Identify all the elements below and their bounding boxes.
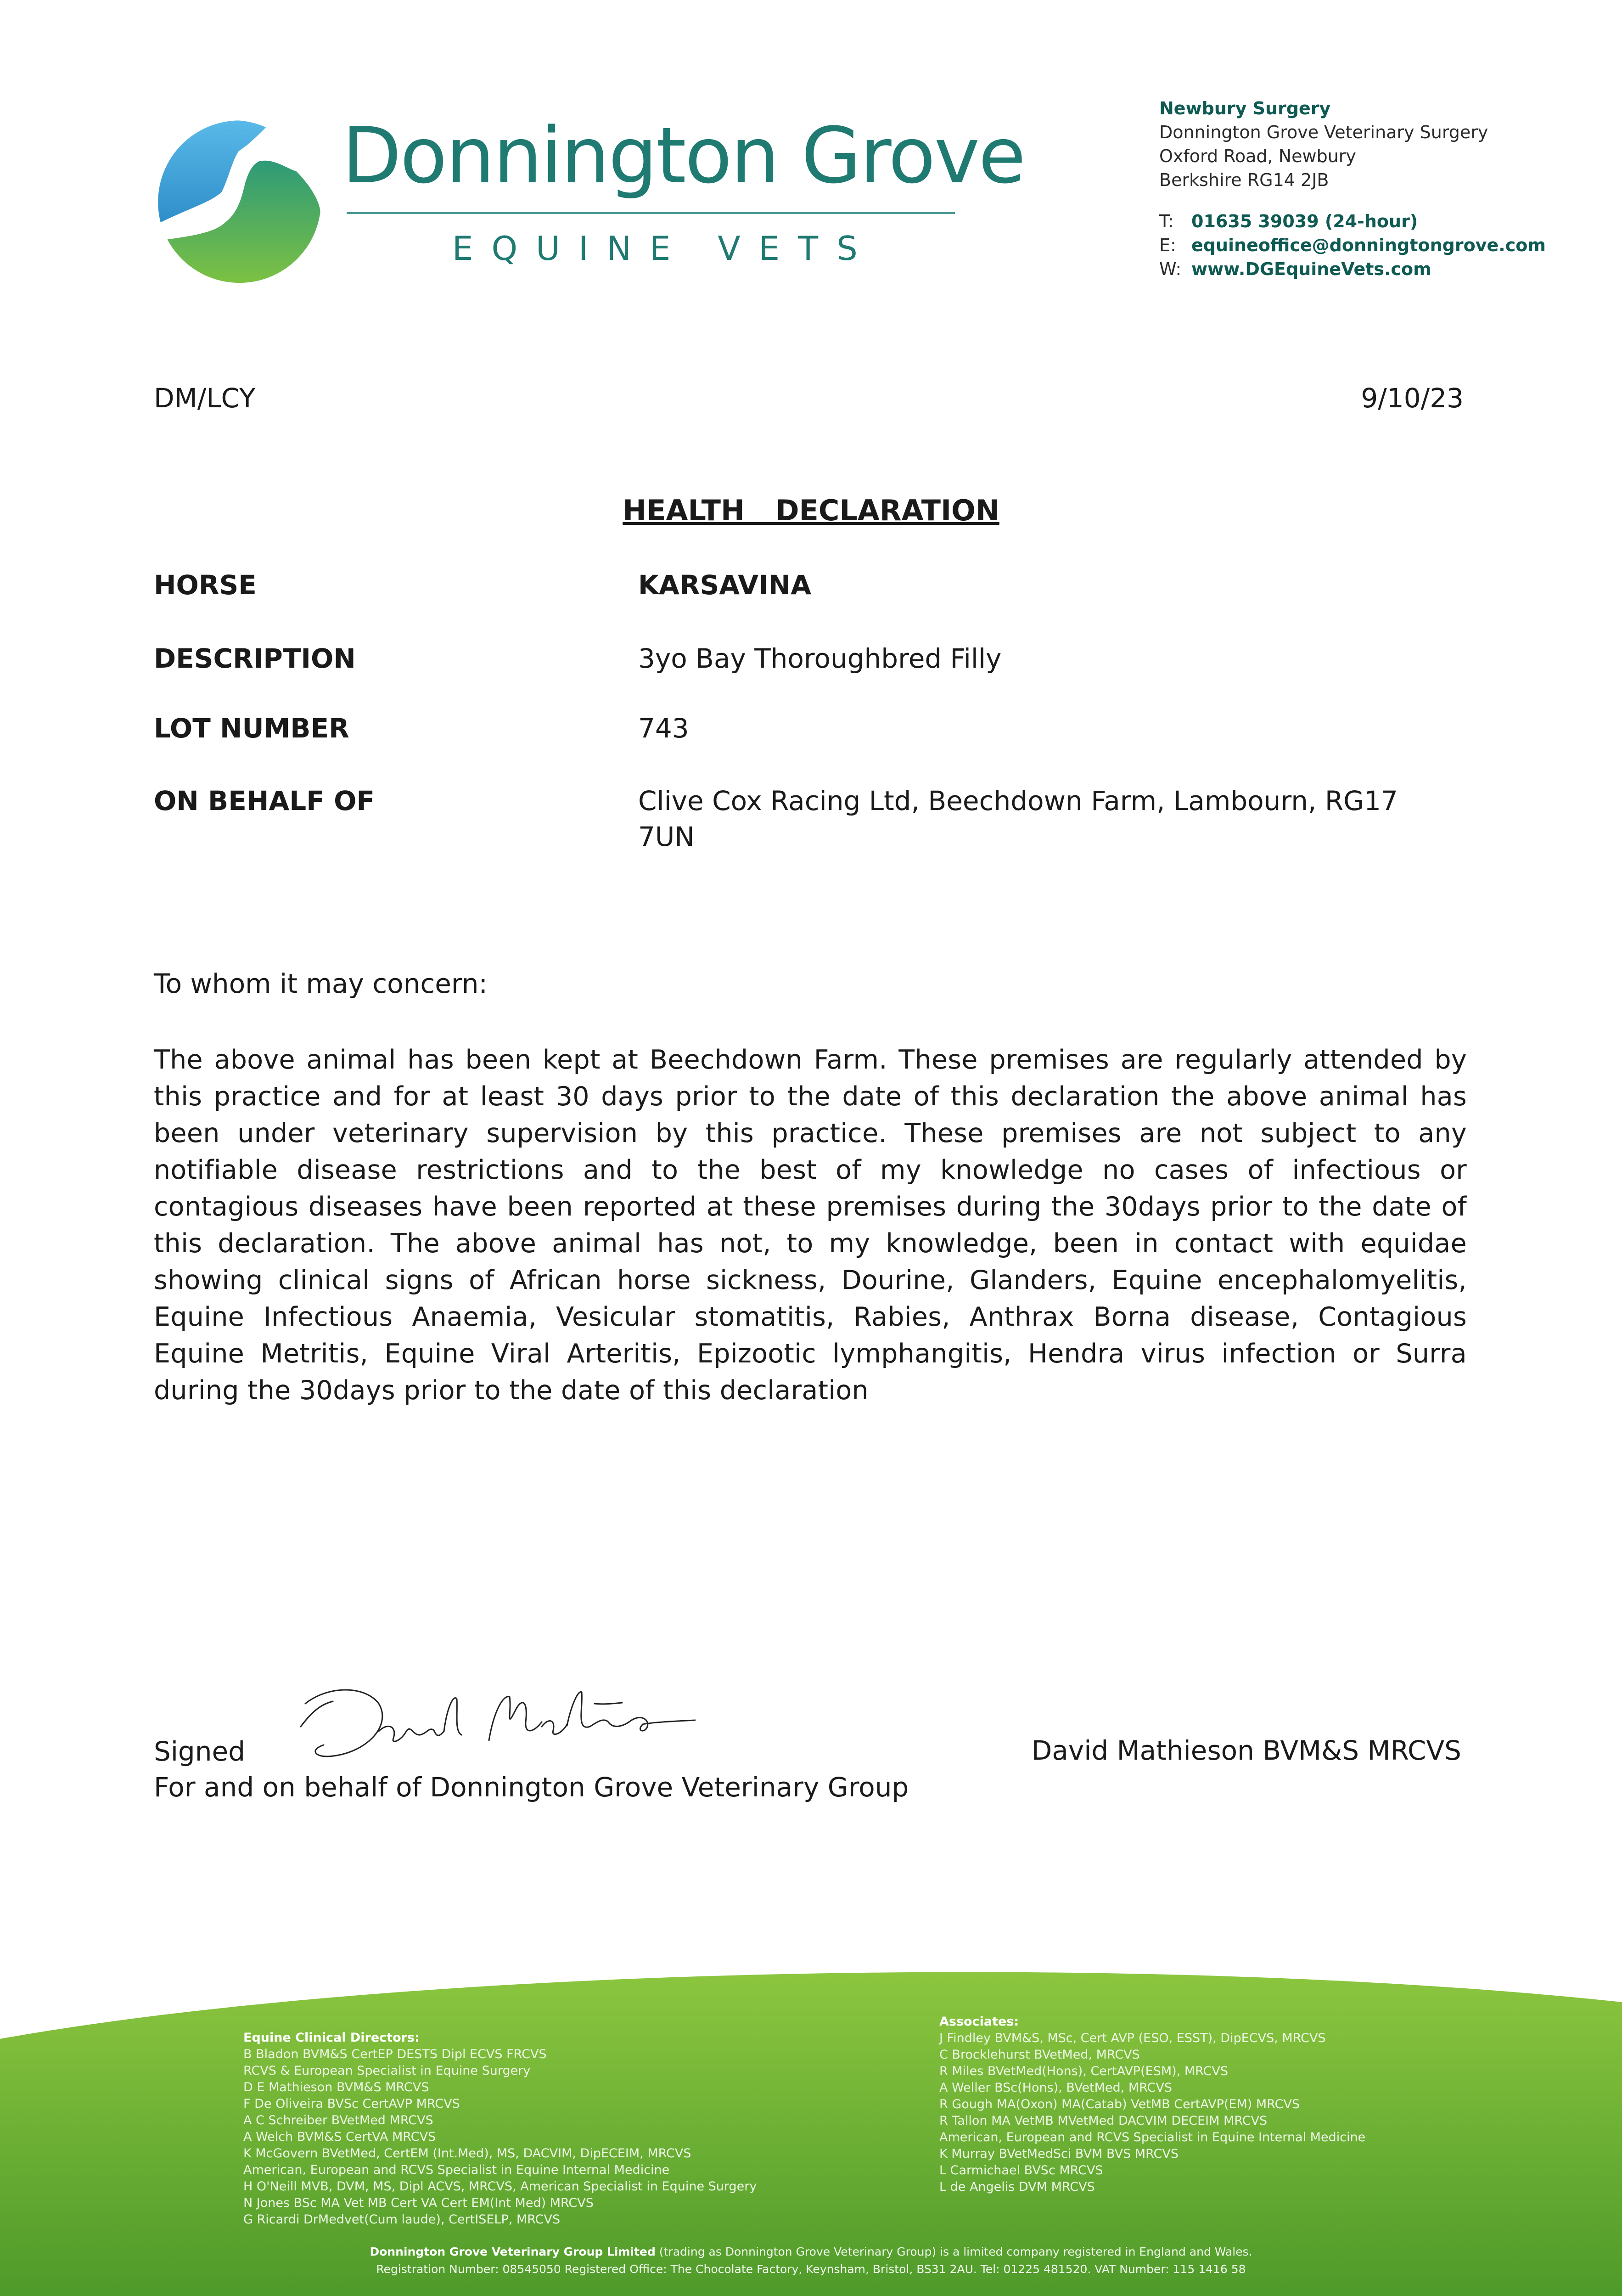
detail-value: 3yo Bay Thoroughbred Filly [638,643,1002,674]
brand-subtitle: EQUINE VETS [452,229,876,268]
associates-heading: Associates: [939,2015,1019,2029]
list-item: B Bladon BVM&S CertEP DESTS Dipl ECVS FRCVS [243,2047,547,2061]
letter-date: 9/10/23 [1361,383,1464,414]
website-row [1159,257,1546,281]
detail-label: ON BEHALF OF [154,785,375,816]
list-item: R Gough MA(Oxon) MA(Catab) VetMB CertAVP(EM) MRCVS [939,2097,1300,2111]
declaration-body: The above animal has been kept at Beechdown Farm. These premises are regularly attended by this practice and for at least 30 days prior to the date of this declaration the above animal has been under veterinary supervision by this practice. These premises are not subject to any notifiable disease restrictions and to the best of my knowledge no cases of infectious or contagious diseases have been reported at these premises during the 30days prior to the date of this declaration. The above animal has not, to my knowledge, been in contact with equidae showing clinical signs of African horse sickness, Dourine, Glanders, Equine encephalomyelitis, Equine Infectious Anaemia, Vesicular stomatitis, Rabies, Anthrax Borna disease, Contagious Equine Metritis, Equine Viral Arteritis, Epizootic lymphangitis, Hendra virus infection or Surra during the 30days prior to the date of this declaration [154,1045,1467,1406]
footer-wave [0,1947,1622,2296]
on-behalf-line: For and on behalf of Donnington Grove Veterinary Group [154,1772,909,1803]
detail-row-lot-number [154,710,1471,746]
handwritten-signature [273,1676,696,1768]
list-item: H O'Neill MVB, DVM, MS, Dipl ACVS, MRCVS, American Specialist in Equine Surgery [243,2179,757,2194]
signed-label: Signed [154,1736,246,1767]
list-item: L Carmichael BVSc MRCVS [939,2163,1103,2178]
telephone-label: T: [1159,211,1174,231]
list-item: K Murray BVetMedSci BVM BVS MRCVS [939,2147,1179,2161]
website-link[interactable]: www.DGEquineVets.com [1191,259,1431,279]
email-link[interactable]: equineoffice@donningtongrove.com [1191,235,1546,255]
signatory-name: David Mathieson BVM&S MRCVS [1031,1735,1461,1766]
directors-heading: Equine Clinical Directors: [243,2031,420,2045]
address-line: Oxford Road, Newbury [1159,146,1356,166]
document-title: HEALTH DECLARATION [623,494,999,527]
list-item: C Brocklehurst BVetMed, MRCVS [939,2048,1140,2062]
company-name: Donnington Grove Veterinary Group Limited [370,2245,656,2258]
greeting: To whom it may concern: [154,968,488,999]
practice-address [1159,96,1546,281]
detail-row-on-behalf-of [154,783,1471,855]
list-item: J Findley BVM&S, MSc, Cert AVP (ESO, ESST), DipECVS, MRCVS [939,2031,1326,2045]
detail-row-description [154,641,1471,676]
list-item: R Tallon MA VetMB MVetMed DACVIM DECEIM MRCVS [939,2114,1268,2128]
registration-line: Registration Number: 08545050 Registered Office: The Chocolate Factory, Keynsham, Bristol, BS31 2AU. Tel: 01225 481520. VAT Number: 115 1416 58 [376,2262,1246,2276]
detail-row-horse [154,567,1471,603]
email-row [1159,233,1546,257]
list-item: American, European and RCVS Specialist in Equine Internal Medicine [243,2163,670,2177]
telephone-row [1159,209,1546,233]
details-table [154,567,1471,855]
list-item: R Miles BVetMed(Hons), CertAVP(ESM), MRCVS [939,2064,1228,2078]
list-item: A Weller BSc(Hons), BVetMed, MRCVS [939,2081,1172,2095]
detail-value: Clive Cox Racing Ltd, Beechdown Farm, Lambourn, RG17 7UN [638,785,1398,852]
list-item: N Jones BSc MA Vet MB Cert VA Cert EM(Int Med) MRCVS [243,2196,594,2210]
list-item: D E Mathieson BVM&S MRCVS [243,2080,429,2094]
list-item: A Welch BVM&S CertVA MRCVS [243,2130,436,2144]
detail-label: DESCRIPTION [154,643,356,674]
list-item: RCVS & European Specialist in Equine Surgery [243,2064,531,2078]
list-item: A C Schreiber BVetMed MRCVS [243,2113,433,2127]
email-label: E: [1159,235,1176,255]
list-item: F De Oliveira BVSc CertAVP MRCVS [243,2097,460,2111]
list-item: American, European and RCVS Specialist in Equine Internal Medicine [939,2130,1366,2144]
brand-name: Donnington Grove [342,111,1025,201]
reference-code: DM/LCY [154,383,256,414]
practice-logo-icon [154,117,324,287]
website-label: W: [1159,259,1182,279]
address-line: Berkshire RG14 2JB [1159,170,1329,190]
list-item: G Ricardi DrMedvet(Cum laude), CertISELP, MRCVS [243,2212,561,2227]
detail-value: 743 [638,713,689,744]
brand-divider [347,212,955,214]
address-line: Donnington Grove Veterinary Surgery [1159,122,1488,142]
telephone-number[interactable]: 01635 39039 (24-hour) [1191,211,1418,231]
detail-label: HORSE [154,569,257,601]
company-description: (trading as Donnington Grove Veterinary Group) is a limited company registered in England and Wales. [659,2245,1252,2258]
detail-value: KARSAVINA [638,569,812,601]
list-item: L de Angelis DVM MRCVS [939,2180,1095,2194]
office-name: Newbury Surgery [1159,98,1331,118]
detail-label: LOT NUMBER [154,713,349,744]
list-item: K McGovern BVetMed, CertEM (Int.Med), MS, DACVIM, DipECEIM, MRCVS [243,2146,691,2161]
